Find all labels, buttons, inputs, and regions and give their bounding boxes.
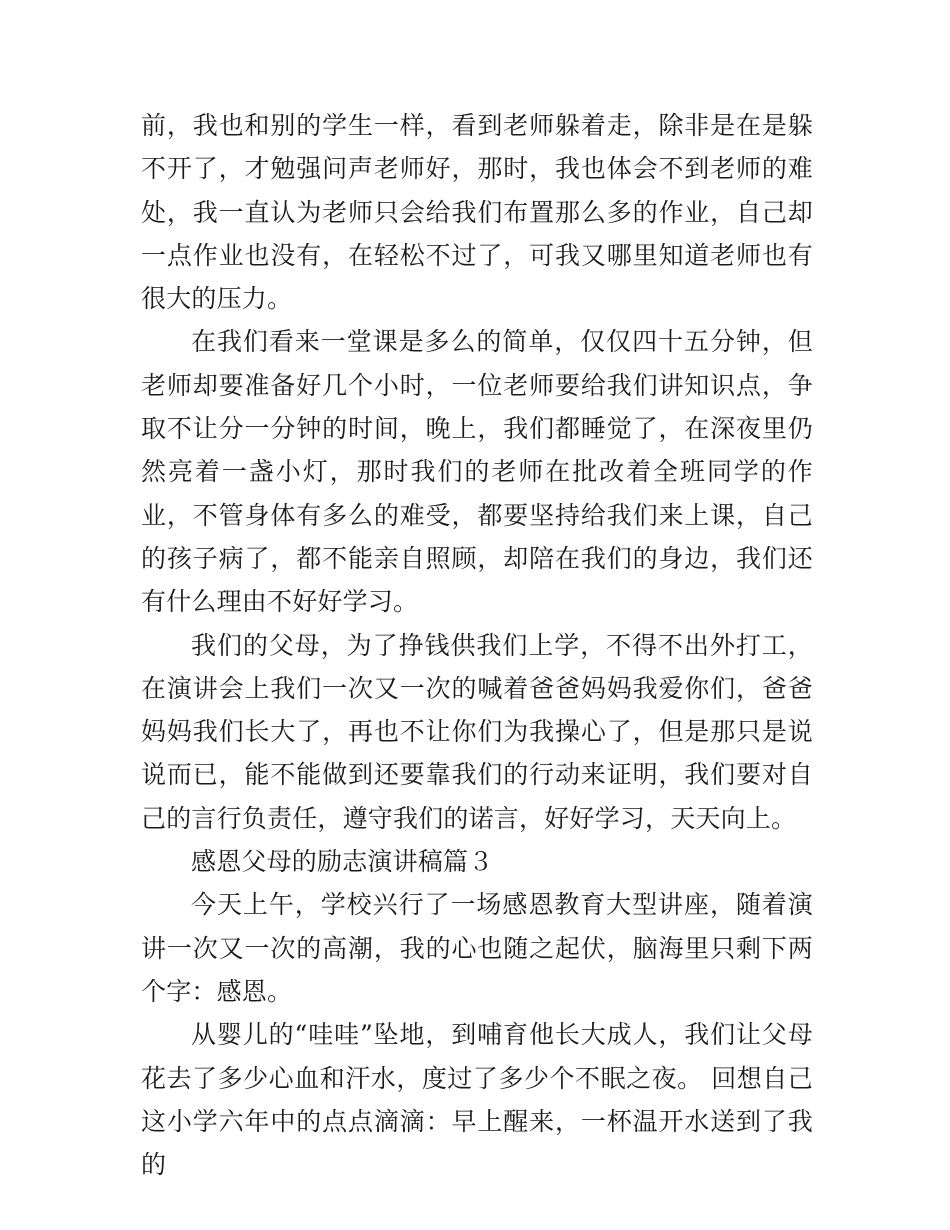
section-heading: 感恩父母的励志演讲稿篇３ xyxy=(191,847,494,877)
paragraph-5: 从婴儿的“哇哇”坠地，到哺育他长大成人，我们让父母花去了多少心血和汗水，度过了多少个不眠之夜。 回想自己这小学六年中的点点滴滴：早上醒来，一杯温开水送到了我的 xyxy=(141,1020,813,1180)
paragraph-2: 在我们看来一堂课是多么的简单，仅仅四十五分钟，但老师却要准备好几个小时，一位老师要给我们讲知识点，争取不让分一分钟的时间，晚上，我们都睡觉了，在深夜里仍然亮着一盏小灯，那时我们的老师在批改着全班同学的作业，不管身体有多么的难受，都要坚持给我们来上课，自己的孩子病了，都不能亲自照顾，却陪在我们的身边，我们还有什么理由不好好学习。 xyxy=(141,327,813,617)
paragraph-4: 今天上午，学校兴行了一场感恩教育大型讲座，随着演讲一次又一次的高潮，我的心也随之起伏，脑海里只剩下两个字：感恩。 xyxy=(141,890,813,1006)
document-body xyxy=(141,104,813,1186)
paragraph-1: 前，我也和别的学生一样，看到老师躲着走，除非是在是躲不开了，才勉强问声老师好，那时，我也体会不到老师的难处，我一直认为老师只会给我们布置那么多的作业，自己却一点作业也没有，在轻松不过了，可我又哪里知道老师也有很大的压力。 xyxy=(141,111,813,314)
paragraph-3: 我们的父母，为了挣钱供我们上学，不得不出外打工，在演讲会上我们一次又一次的喊着爸爸妈妈我爱你们，爸爸妈妈我们长大了，再也不让你们为我操心了，但是那只是说说而已，能不能做到还要靠我们的行动来证明，我们要对自己的言行负责任，遵守我们的诺言，好好学习，天天向上。 xyxy=(141,630,813,833)
